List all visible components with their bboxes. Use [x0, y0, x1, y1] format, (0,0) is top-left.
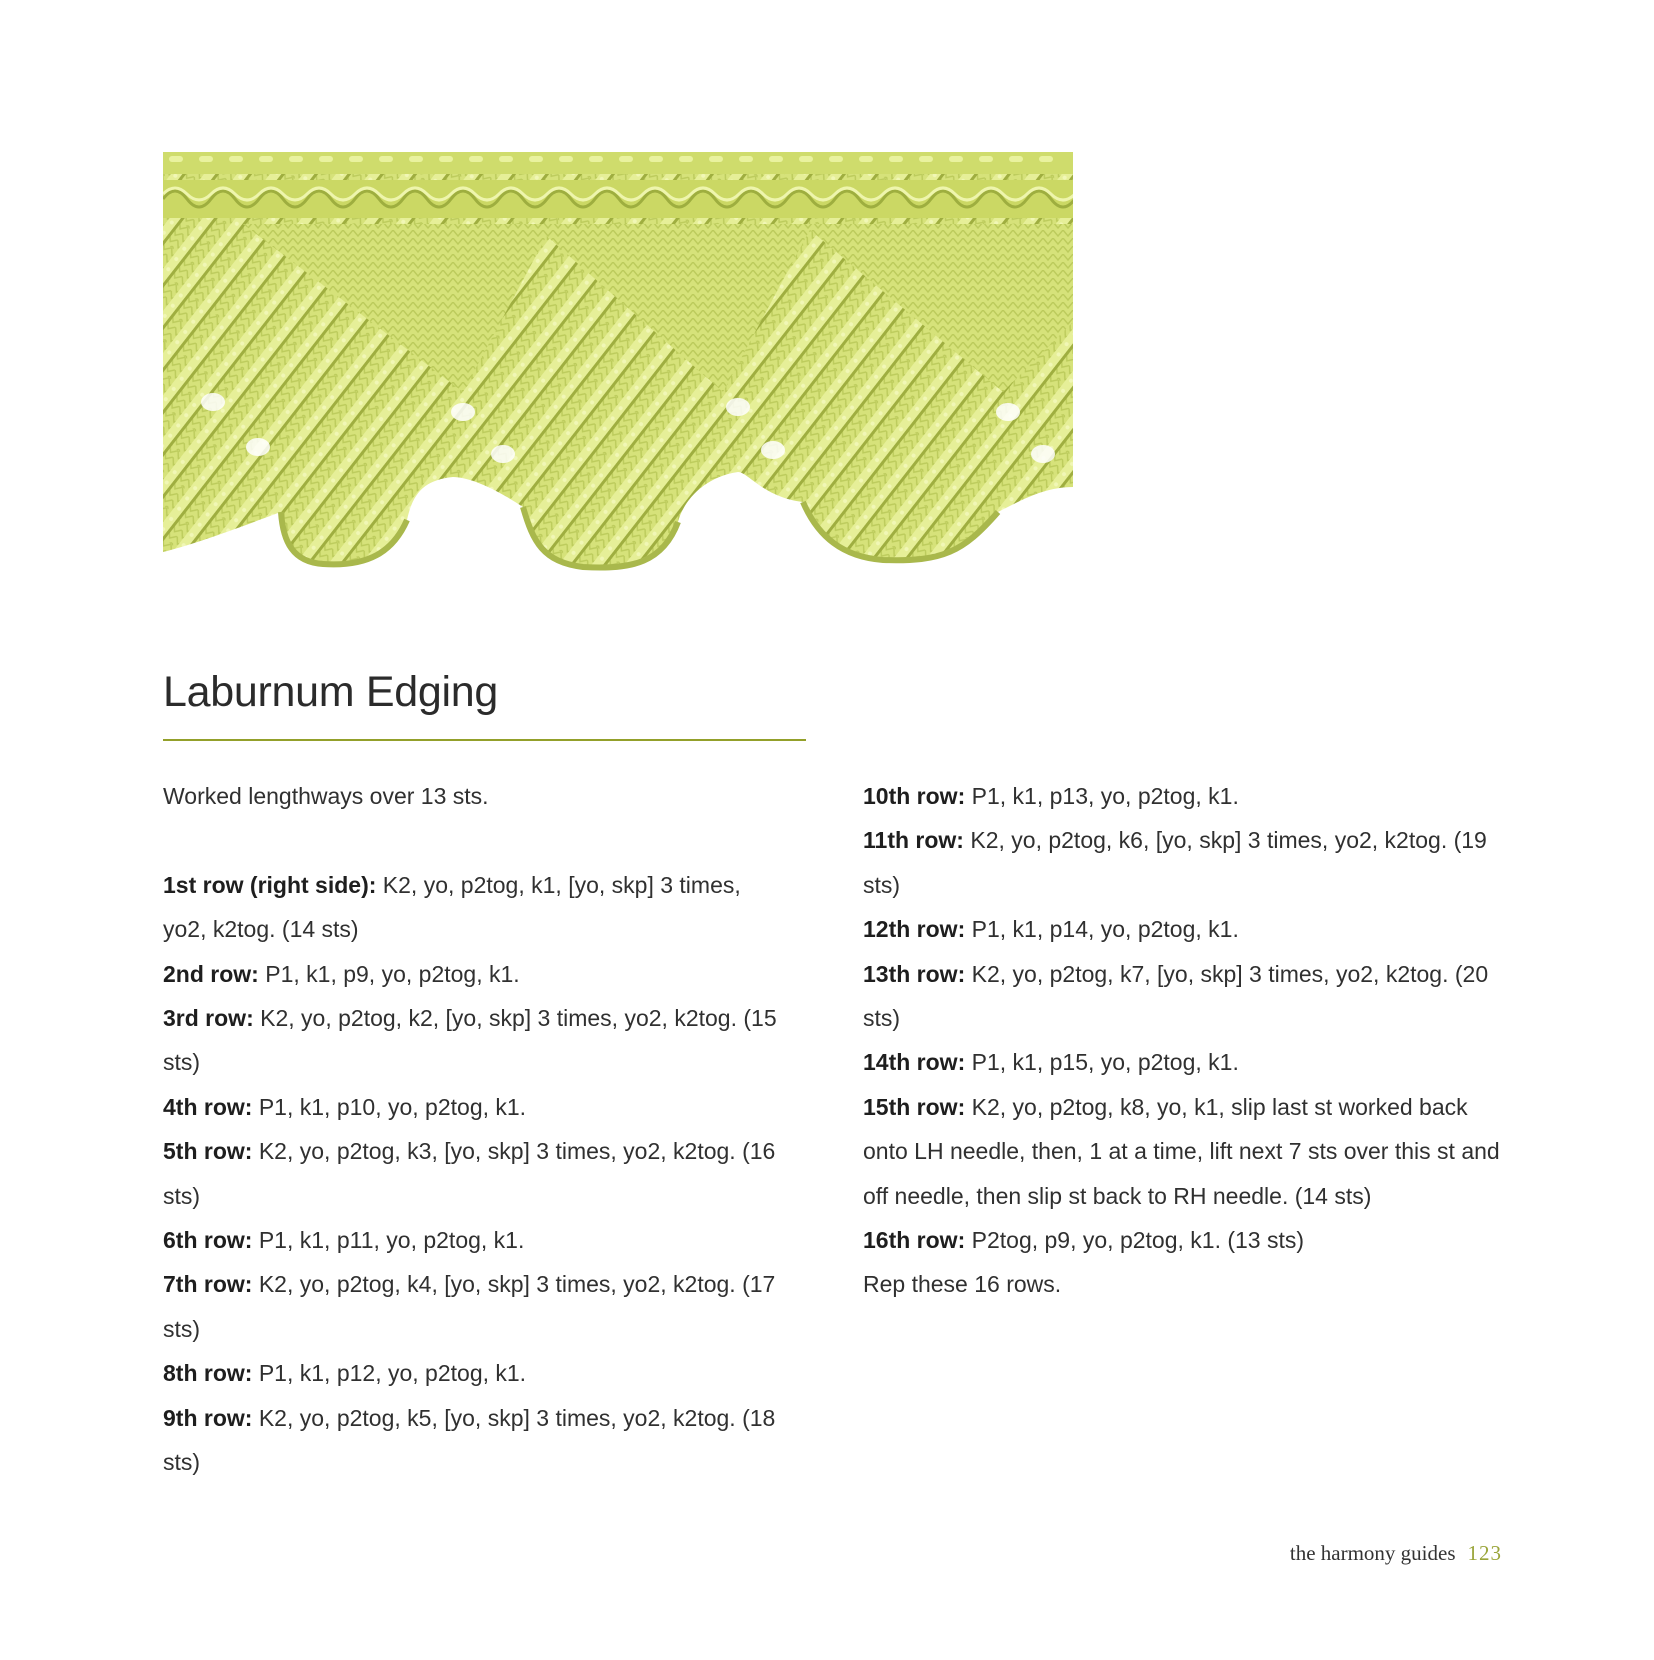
- row-label: 8th row:: [163, 1360, 253, 1387]
- row-text: P1, k1, p13, yo, p2tog, k1.: [965, 783, 1239, 809]
- page-footer: [1290, 1541, 1502, 1566]
- row-text: P1, k1, p14, yo, p2tog, k1.: [965, 916, 1239, 943]
- row-instruction: [863, 952, 1513, 1041]
- row-instruction: [863, 1218, 1513, 1262]
- row-label: 12th row:: [863, 916, 966, 943]
- row-instruction: [863, 1085, 1513, 1218]
- row-instruction: [863, 818, 1513, 907]
- knitted-swatch-photo: [163, 142, 1073, 582]
- book-title: the harmony guides: [1289, 1541, 1456, 1565]
- row-text: K2, yo, p2tog, k4, [yo, skp] 3 times, yo2, k2tog. (17 sts): [163, 1271, 776, 1342]
- row-instruction: [863, 774, 1513, 818]
- row-instruction: [863, 907, 1513, 951]
- row-text: P1, k1, p10, yo, p2tog, k1.: [252, 1093, 527, 1120]
- row-label: 10th row:: [863, 783, 966, 809]
- row-label: 4th row:: [163, 1093, 253, 1120]
- closing-instruction: Rep these 16 rows.: [863, 1271, 1062, 1298]
- row-label: 13th row:: [863, 960, 966, 987]
- row-text: K2, yo, p2tog, k1, [yo, skp] 3 times, yo2, k2tog. (14 sts): [163, 871, 741, 943]
- row-text: P1, k1, p11, yo, p2tog, k1.: [252, 1227, 525, 1254]
- row-label: 1st row (right side):: [163, 871, 377, 898]
- row-label: 2nd row:: [163, 960, 259, 987]
- row-instruction: [163, 1351, 783, 1395]
- row-instruction: [163, 863, 783, 952]
- row-label: 9th row:: [163, 1404, 253, 1431]
- row-instruction: [163, 996, 783, 1085]
- row-text: K2, yo, p2tog, k2, [yo, skp] 3 times, yo2, k2tog. (15 sts): [163, 1005, 777, 1076]
- row-instruction: [863, 1040, 1513, 1084]
- row-text: P1, k1, p12, yo, p2tog, k1.: [252, 1360, 527, 1387]
- row-text: P2tog, p9, yo, p2tog, k1. (13 sts): [965, 1227, 1305, 1254]
- row-instruction: [163, 1085, 783, 1129]
- row-text: K2, yo, p2tog, k8, yo, k1, slip last st worked back onto LH needle, then, 1 at a time, lift next 7 sts over this st and off needle, then slip st back to RH needle. (14 sts): [863, 1093, 1500, 1209]
- row-label: 5th row:: [163, 1138, 253, 1165]
- row-instruction: [163, 1262, 783, 1351]
- row-text: P1, k1, p15, yo, p2tog, k1.: [965, 1049, 1239, 1076]
- row-instruction: [163, 1129, 783, 1218]
- row-label: 6th row:: [163, 1227, 253, 1254]
- row-text: K2, yo, p2tog, k5, [yo, skp] 3 times, yo2, k2tog. (18 sts): [163, 1404, 776, 1476]
- intro-text: Worked lengthways over 13 sts.: [163, 783, 489, 809]
- row-label: 16th row:: [863, 1227, 966, 1254]
- row-instruction: [163, 1396, 783, 1485]
- row-text: K2, yo, p2tog, k6, [yo, skp] 3 times, yo2, k2tog. (19 sts): [863, 827, 1487, 898]
- row-label: 15th row:: [863, 1093, 966, 1120]
- row-text: P1, k1, p9, yo, p2tog, k1.: [258, 960, 520, 987]
- row-label: 14th row:: [863, 1049, 966, 1076]
- row-instruction: [163, 952, 783, 996]
- knitted-swatch-illustration: [163, 142, 1073, 582]
- title-underline: [163, 739, 806, 741]
- row-text: K2, yo, p2tog, k7, [yo, skp] 3 times, yo2, k2tog. (20 sts): [863, 960, 1489, 1032]
- instructions-right-column: [863, 774, 1513, 1307]
- row-instruction: [163, 1218, 783, 1262]
- page-number: 123: [1467, 1541, 1502, 1565]
- row-label: 11th row:: [863, 827, 964, 854]
- row-label: 7th row:: [163, 1271, 253, 1298]
- pattern-title: Laburnum Edging: [163, 668, 498, 716]
- row-label: 3rd row:: [163, 1005, 254, 1032]
- row-text: K2, yo, p2tog, k3, [yo, skp] 3 times, yo2, k2tog. (16 sts): [163, 1138, 776, 1209]
- instructions-left-column: [163, 774, 783, 1484]
